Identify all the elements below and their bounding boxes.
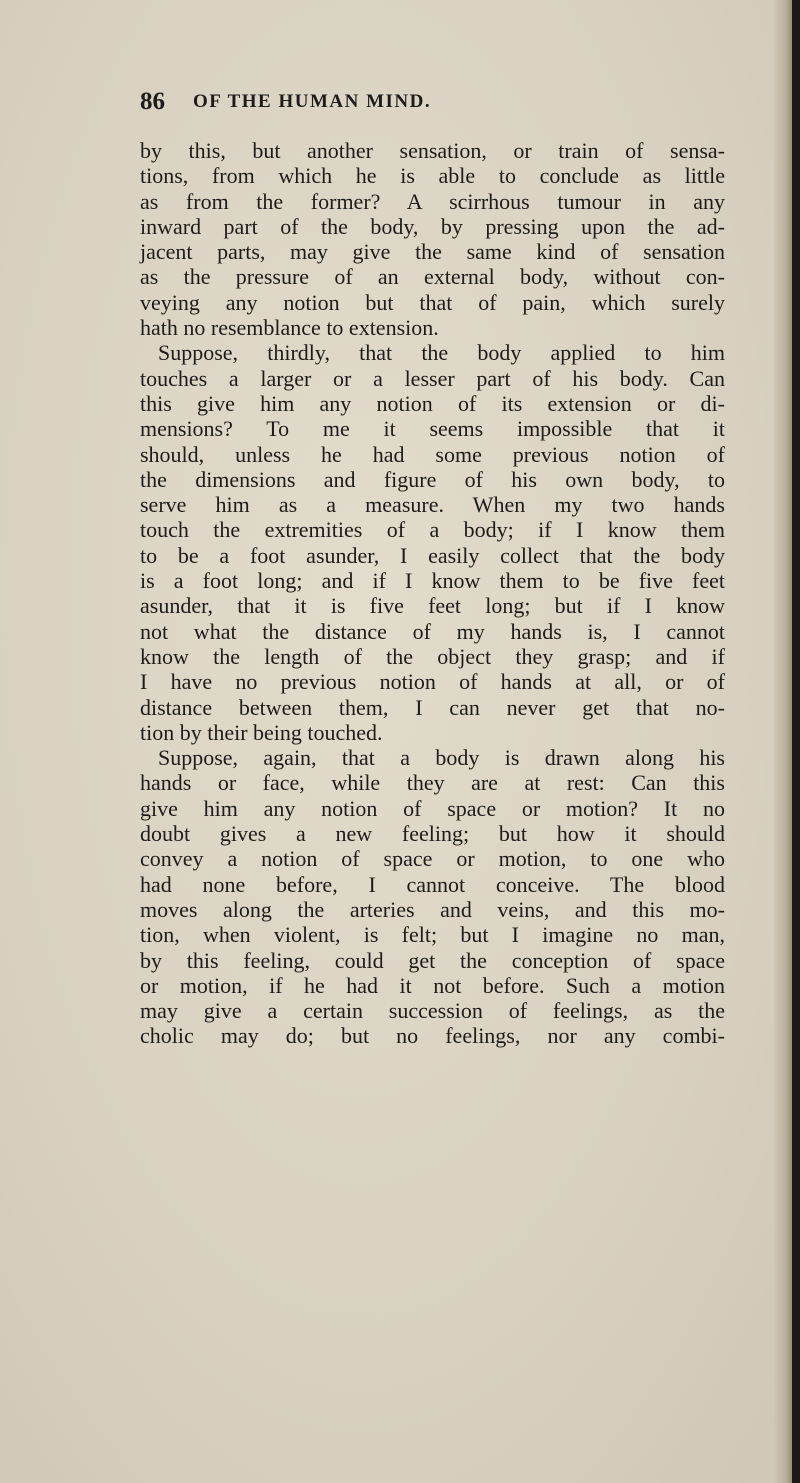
text-line: veying any notion but that of pain, which surely <box>140 289 725 315</box>
paragraph <box>140 138 725 340</box>
text-line: know the length of the object they grasp; and if <box>140 643 725 669</box>
text-line: asunder, that it is five feet long; but if I know <box>140 593 725 619</box>
running-head: OF THE HUMAN MIND. <box>193 91 432 112</box>
text-line: tion by their being touched. <box>140 719 383 745</box>
text-line: as from the former? A scirrhous tumour in any <box>140 188 725 214</box>
text-line: by this, but another sensation, or train of sensa- <box>140 138 725 163</box>
text-line: or motion, if he had it not before. Such a motion <box>140 972 725 998</box>
text-line: Suppose, thirdly, that the body applied to him <box>158 340 725 366</box>
text-line: cholic may do; but no feelings, nor any combi- <box>140 1023 725 1049</box>
text-line: this give him any notion of its extension or di- <box>140 390 725 416</box>
body-text <box>140 138 725 1049</box>
text-line: inward part of the body, by pressing upon the ad- <box>140 213 725 239</box>
page-number: 86 <box>140 88 165 115</box>
text-line: as the pressure of an external body, without con- <box>140 264 725 290</box>
text-line: had none before, I cannot conceive. The blood <box>140 871 725 897</box>
text-line: jacent parts, may give the same kind of sensation <box>140 239 725 265</box>
text-line: hands or face, while they are at rest: Can this <box>140 770 725 796</box>
text-line: touch the extremities of a body; if I know them <box>140 517 725 543</box>
text-line: moves along the arteries and veins, and this mo- <box>140 896 725 922</box>
text-line: mensions? To me it seems impossible that it <box>140 416 725 442</box>
page-header <box>140 88 720 128</box>
text-line: not what the distance of my hands is, I cannot <box>140 618 725 644</box>
text-line: give him any notion of space or motion? It no <box>140 795 725 821</box>
text-line: tion, when violent, is felt; but I imagine no man, <box>140 922 725 948</box>
text-line: distance between them, I can never get that no- <box>140 694 725 720</box>
text-line: convey a notion of space or motion, to one who <box>140 846 725 872</box>
paragraph <box>140 340 725 745</box>
text-line: Suppose, again, that a body is drawn along his <box>158 745 725 771</box>
text-line: may give a certain succession of feelings, as the <box>140 998 725 1024</box>
text-line: to be a foot asunder, I easily collect that the body <box>140 542 725 568</box>
text-line: hath no resemblance to extension. <box>140 315 439 341</box>
text-line: serve him as a measure. When my two hands <box>140 492 725 518</box>
text-line: by this feeling, could get the conception of space <box>140 947 725 973</box>
text-line: tions, from which he is able to conclude as little <box>140 163 725 189</box>
paragraph <box>140 745 725 1049</box>
text-line: is a foot long; and if I know them to be five feet <box>140 568 725 594</box>
text-line: touches a larger or a lesser part of his body. Can <box>140 365 725 391</box>
text-line: the dimensions and figure of his own body, to <box>140 466 725 492</box>
text-line: doubt gives a new feeling; but how it should <box>140 821 725 847</box>
page-edge-binding <box>792 0 800 1483</box>
text-line: should, unless he had some previous notion of <box>140 441 725 467</box>
text-line: I have no previous notion of hands at all, or of <box>140 669 725 695</box>
